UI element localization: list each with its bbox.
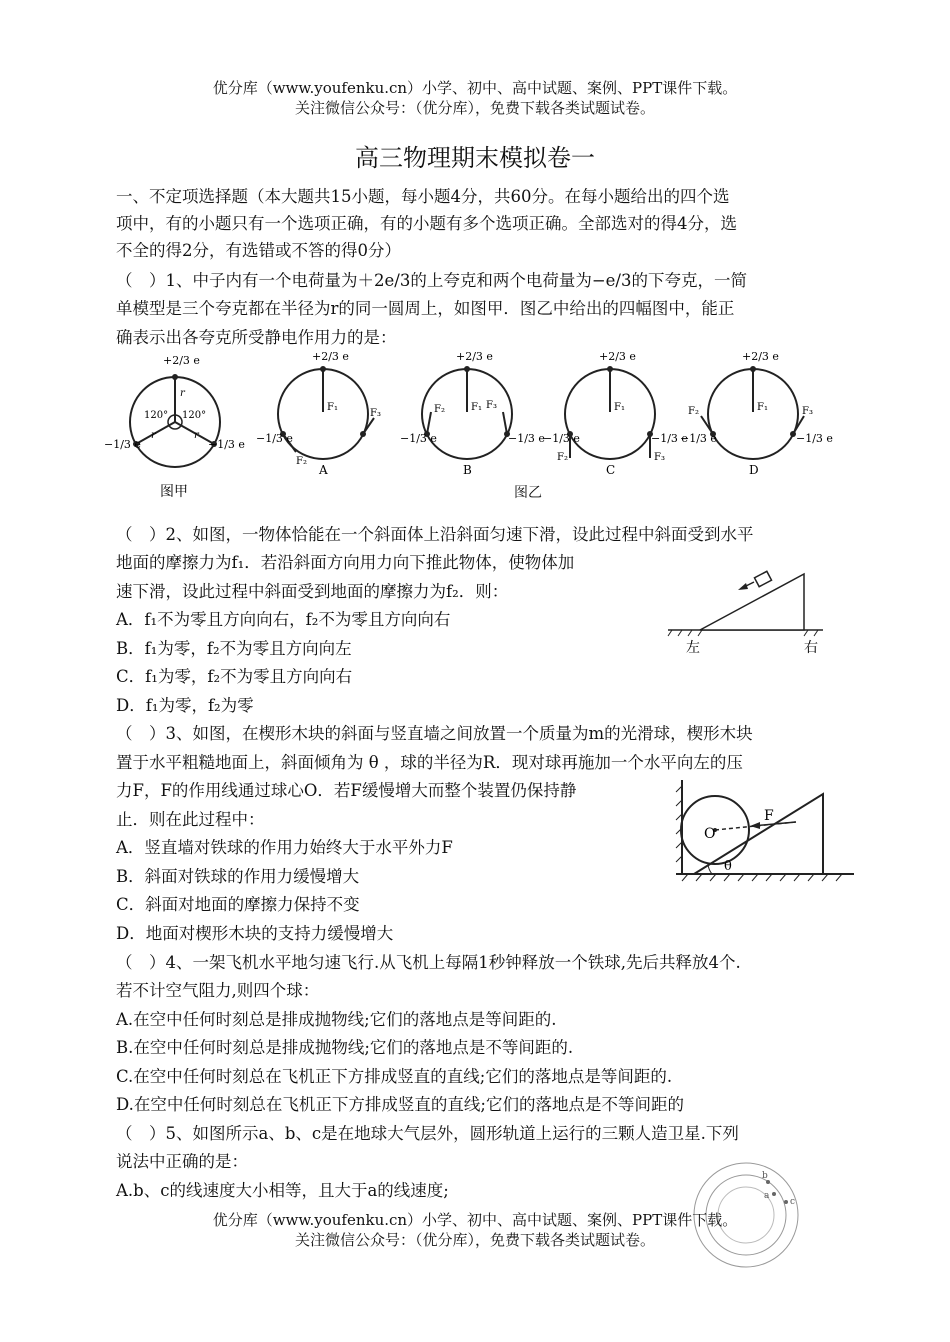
- jia-radius-label: r: [151, 430, 156, 441]
- sat-b-label: b: [762, 1171, 768, 1181]
- jia-angle-left: 120°: [144, 410, 169, 421]
- q4-option-b: B.在空中任何时刻总是排成抛物线;它们的落地点是不等间距的.: [116, 1038, 574, 1057]
- q2-line: （ ）2、如图，一物体恰能在一个斜面体上沿斜面匀速下滑，设此过程中斜面受到水平: [116, 525, 754, 544]
- svg-text:F₂: F₂: [434, 404, 445, 415]
- q5-line: 说法中正确的是：: [116, 1152, 248, 1171]
- q3-option-a: A．竖直墙对铁球的作用力始终大于水平外力F: [116, 838, 453, 857]
- header-line-2: 关注微信公众号：（优分库），免费下载各类试题试卷。: [294, 99, 655, 117]
- q1-option-b-figure: [400, 350, 545, 477]
- q2-option-c: C．f₁为零，f₂不为零且方向向右: [116, 667, 353, 686]
- option-a-label: A: [319, 463, 328, 477]
- jia-radius-label: r: [180, 388, 185, 399]
- sat-a-label: a: [764, 1191, 770, 1201]
- q3-center-label: O: [704, 826, 716, 842]
- option-c-label: C: [606, 463, 616, 477]
- svg-text:−1/3 e: −1/3 e: [508, 432, 545, 445]
- jia-angle-right: 120°: [182, 410, 207, 421]
- q1-option-a-figure: [256, 352, 391, 477]
- svg-text:F₂: F₂: [557, 452, 568, 463]
- q1-line: 单模型是三个夸克都在半径为r的同一圆周上，如图甲．图乙中给出的四幅图中，能正: [116, 299, 735, 318]
- section-intro-line: 一、不定项选择题（本大题共15小题，每小题4分，共60分。在每小题给出的四个选: [116, 187, 730, 206]
- q4-line: （ ）4、一架飞机水平地匀速飞行.从飞机上每隔1秒钟释放一个铁球,先后共释放4个.: [116, 953, 741, 972]
- q3-wedge-figure: [668, 778, 858, 888]
- fig-jia-caption: 图甲: [160, 484, 188, 500]
- jia-charge-left: −1/3 e: [104, 438, 141, 451]
- q2-line: 速下滑，设此过程中斜面受到地面的摩擦力为f₂．则：: [116, 582, 509, 601]
- jia-charge-right: −1/3 e: [208, 438, 245, 451]
- footer-line-2: 关注微信公众号：（优分库），免费下载各类试题试卷。: [294, 1231, 655, 1249]
- svg-text:+2/3 e: +2/3 e: [312, 350, 349, 363]
- q3-line: 置于水平粗糙地面上，斜面倾角为 θ ，球的半径为R．现对球再施加一个水平向左的压: [116, 753, 743, 772]
- q1-option-d-figure: [680, 350, 833, 477]
- q3-line: （ ）3、如图，在楔形木块的斜面与竖直墙之间放置一个质量为m的光滑球，楔形木块: [116, 724, 753, 743]
- q2-option-b: B．f₁为零，f₂不为零且方向向左: [116, 639, 352, 658]
- svg-text:F₁: F₁: [614, 402, 625, 413]
- q2-right-label: 右: [804, 640, 818, 656]
- q2-option-a: A．f₁不为零且方向向右，f₂不为零且方向向右: [116, 610, 451, 629]
- svg-text:F₂: F₂: [296, 456, 307, 467]
- header-line-1: 优分库（www.youfenku.cn）小学、初中、高中试题、案例、PPT课件下载。: [212, 79, 738, 97]
- svg-text:−1/3 e: −1/3 e: [543, 432, 580, 445]
- svg-text:F₁: F₁: [757, 402, 768, 413]
- q4-option-a: A.在空中任何时刻总是排成抛物线;它们的落地点是等间距的.: [116, 1010, 557, 1029]
- jia-radius-label: r: [194, 430, 199, 441]
- svg-text:−1/3 e: −1/3 e: [256, 432, 293, 445]
- q2-incline-figure: [668, 566, 828, 658]
- q1-figure-jia: [104, 352, 245, 502]
- option-d-label: D: [749, 463, 759, 477]
- q1-line: （ ）1、中子内有一个电荷量为＋2e/3的上夸克和两个电荷量为−e/3的下夸克，一简: [116, 271, 747, 290]
- jia-charge-top: +2/3 e: [163, 354, 200, 367]
- svg-text:−1/3 e: −1/3 e: [400, 432, 437, 445]
- q3-angle-label: θ: [724, 859, 732, 874]
- svg-text:F₃: F₃: [802, 406, 813, 417]
- svg-text:F₃: F₃: [654, 452, 665, 463]
- q3-option-c: C．斜面对地面的摩擦力保持不变: [116, 895, 360, 914]
- svg-text:+2/3 e: +2/3 e: [456, 350, 493, 363]
- svg-text:−1/3 e: −1/3 e: [796, 432, 833, 445]
- q3-option-d: D．地面对楔形木块的支持力缓慢增大: [116, 924, 394, 943]
- page-title: 高三物理期末模拟卷一: [355, 144, 595, 172]
- q1-line: 确表示出各夸克所受静电作用力的是：: [116, 328, 397, 347]
- footer-line-1: 优分库（www.youfenku.cn）小学、初中、高中试题、案例、PPT课件下载。: [212, 1211, 738, 1229]
- svg-text:+2/3 e: +2/3 e: [742, 350, 779, 363]
- q2-option-d: D．f₁为零，f₂为零: [116, 696, 254, 715]
- q4-option-d: D.在空中任何时刻总在飞机正下方排成竖直的直线;它们的落地点是不等间距的: [116, 1095, 684, 1114]
- sat-c-label: c: [790, 1197, 796, 1207]
- q3-line: 止．则在此过程中：: [116, 810, 265, 829]
- svg-text:F₂: F₂: [688, 406, 699, 417]
- option-b-label: B: [463, 463, 472, 477]
- svg-text:F₁: F₁: [471, 402, 482, 413]
- section-intro-line: 不全的得2分，有选错或不答的得0分）: [116, 241, 401, 260]
- q2-left-label: 左: [686, 640, 700, 656]
- q3-option-b: B．斜面对铁球的作用力缓慢增大: [116, 867, 360, 886]
- q3-force-label: F: [764, 808, 774, 824]
- q3-line: 力F，F的作用线通过球心O．若F缓慢增大而整个装置仍保持静: [116, 781, 577, 800]
- svg-text:−1/3 e: −1/3 e: [651, 432, 688, 445]
- section-intro-line: 项中，有的小题只有一个选项正确，有的小题有多个选项正确。全部选对的得4分，选: [116, 214, 737, 233]
- q4-option-c: C.在空中任何时刻总在飞机正下方排成竖直的直线;它们的落地点是等间距的.: [116, 1067, 673, 1086]
- q5-line: （ ）5、如图所示a、b、c是在地球大气层外，圆形轨道上运行的三颗人造卫星.下列: [116, 1124, 739, 1143]
- svg-text:+2/3 e: +2/3 e: [599, 350, 636, 363]
- svg-text:−1/3 e: −1/3 e: [680, 432, 717, 445]
- svg-text:F₃: F₃: [486, 400, 497, 411]
- fig-yi-caption: 图乙: [514, 485, 542, 501]
- q5-option-a: A.b、c的线速度大小相等，且大于a的线速度;: [116, 1181, 449, 1200]
- svg-text:F₃: F₃: [370, 408, 381, 419]
- svg-text:F₁: F₁: [327, 402, 338, 413]
- q4-line: 若不计空气阻力,则四个球：: [116, 981, 320, 1000]
- q1-option-c-figure: [543, 350, 688, 477]
- q2-line: 地面的摩擦力为f₁．若沿斜面方向用力向下推此物体，使物体加: [116, 553, 575, 572]
